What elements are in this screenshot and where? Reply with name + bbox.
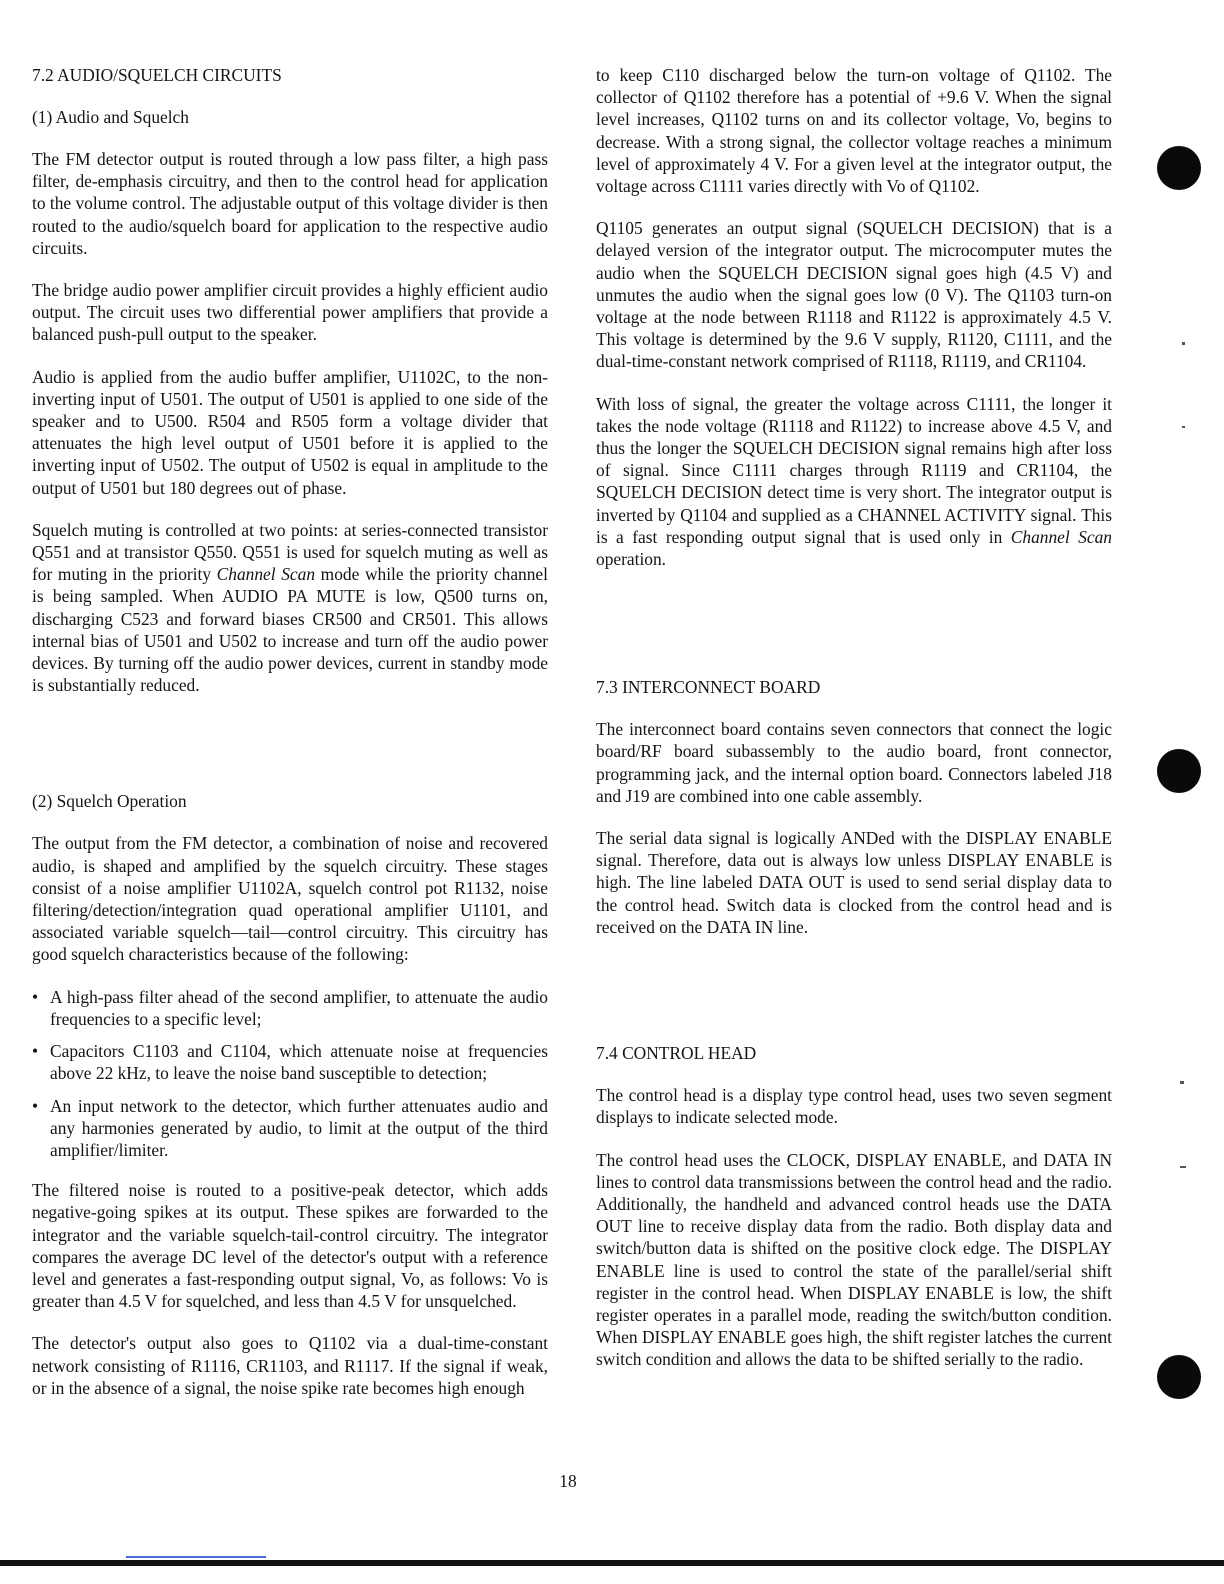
italic-term: Channel Scan [216, 564, 316, 585]
paragraph: The filtered noise is routed to a positive-peak detector, which adds negative-going spikes at its output. These spikes are forwarded to the integrator and the variable squelch-tail-control circuitry. The integrator compares the average DC level of the detector's output with a reference level and generates a fast-responding output signal, Vo, as follows: Vo is greater than 4.5 V for squelched, and less than 4.5 V for unsquelched. [32, 1180, 548, 1312]
scan-speck [1180, 1166, 1186, 1168]
paragraph: The output from the FM detector, a combination of noise and recovered audio, is shaped and amplified by the squelch circuitry. These stages consist of a noise amplifier U1102A, squelch control pot R1132, noise filtering/detection/integration quad operational amplifier U1101, and associated variable squelch—tail—control circuitry. This circuitry has good squelch characteristics because of the following: [32, 833, 548, 965]
page-number: 18 [559, 1471, 577, 1491]
paragraph: The FM detector output is routed through a low pass filter, a high pass filter, de-emphasis circuitry, and then to the control head for application to the volume control. The adjustable output of this voltage divider is then routed to the audio/squelch board for application to the respective audio circuits. [32, 149, 548, 258]
spacer [32, 716, 548, 790]
scan-speck [1182, 342, 1185, 345]
text-run: Squelch muting is controlled at two points: at series-connected transistor Q551 and at transistor Q550. Q551 is used for squelch muting as well as for muting in the priority [32, 519, 548, 585]
section-7-4-heading: 7.4 CONTROL HEAD [596, 1043, 757, 1064]
bullet-list [32, 986, 548, 1161]
list-item: • Capacitors C1103 and C1104, which attenuate noise at frequencies above 22 kHz, to leave the noise band susceptible to detection; [32, 1040, 548, 1084]
paragraph: Q1105 generates an output signal (SQUELCH DECISION) that is a delayed version of the integrator output. The microcomputer mutes the audio when the SQUELCH DECISION signal goes high (4.5 V) and unmutes the audio when the signal goes low (0 V). The Q1103 turn-on voltage at the node between R1118 and R1122 is approximately 4.5 V. This voltage is determined by the 9.6 V supply, R1120, C1111, and the dual-time-constant network comprised of R1118, R1119, and CR1104. [596, 218, 1112, 372]
paragraph: The serial data signal is logically ANDed with the DISPLAY ENABLE signal. Therefore, data out is always low unless DISPLAY ENABLE is high. The line labeled DATA OUT is used to send serial display data to the control head. Switch data is clocked from the control head and is received on the DATA IN line. [596, 828, 1112, 937]
text-run: operation. [596, 549, 667, 570]
list-item: • A high-pass filter ahead of the second amplifier, to attenuate the audio frequencies to a specific level; [32, 986, 548, 1030]
squelch-operation-subheading: (2) Squelch Operation [32, 791, 187, 812]
paragraph [596, 393, 1112, 571]
punch-hole [1157, 749, 1201, 793]
paragraph: The control head uses the CLOCK, DISPLAY ENABLE, and DATA IN lines to control data transmissions between the control head and the radio. Additionally, the handheld and advanced control heads use the DATA OUT line to receive display data from the radio. Both display data and switch/button data is shifted on the positive clock edge. The DISPLAY ENABLE line is used to control the state of the parallel/serial shift register in the control head. When DISPLAY ENABLE is low, the shift register operates in a parallel mode, reading the switch/button condition. When DISPLAY ENABLE goes high, the shift register latches the current switch condition and allows the data to be shifted serially to the radio. [596, 1149, 1112, 1370]
spacer [596, 958, 1112, 1042]
section-7-3-heading: 7.3 INTERCONNECT BOARD [596, 677, 821, 698]
scan-speck [1182, 426, 1185, 428]
text-run: With loss of signal, the greater the voltage across C1111, the longer it takes the node voltage (R1118 and R1122) to increase above 4.5 V, and thus the longer the SQUELCH DECISION signal remains high after loss of signal. Since C1111 charges through R1119 and CR1104, the SQUELCH DECISION detect time is very short. The integrator output is inverted by Q1104 and supplied as a CHANNEL ACTIVITY signal. This is a fast responding output signal that is used only in [596, 393, 1112, 547]
paragraph: to keep C110 discharged below the turn-on voltage of Q1102. The collector of Q1102 therefore has a potential of +9.6 V. When the signal level increases, Q1102 turns on and its collector voltage, Vo, begins to decrease. With a strong signal, the collector voltage reaches a minimum level of approximately 4 V. For a given level at the integrator output, the voltage across C1111 varies directly with Vo of Q1102. [596, 65, 1112, 197]
list-item: • An input network to the detector, which further attenuates audio and any harmonies generated by audio, to limit at the output of the third amplifier/limiter. [32, 1095, 548, 1162]
paragraph: Audio is applied from the audio buffer amplifier, U1102C, to the non-inverting input of U501. The output of U501 is applied to one side of the speaker and to U500. R504 and R505 form a voltage divider that attenuates the high level output of U501 before it is applied to the inverting input of U502. The output of U502 is equal in amplitude to the output of U501 but 180 degrees out of phase. [32, 366, 548, 498]
punch-hole [1157, 146, 1201, 190]
scan-speck [1180, 1081, 1184, 1084]
text-run: mode while the priority channel is being sampled. When AUDIO PA MUTE is low, Q500 turns on, discharging C523 and forward biases CR500 and CR501. This allows internal bias of U501 and U502 to increase and turn off the audio power devices. By turning off the audio power devices, current in standby mode is substantially reduced. [32, 564, 548, 696]
italic-term: Channel Scan [1010, 526, 1112, 547]
paragraph: The control head is a display type control head, uses two seven segment displays to indicate selected mode. [596, 1085, 1112, 1128]
right-column [596, 64, 1112, 1391]
audio-squelch-subheading: (1) Audio and Squelch [32, 107, 189, 127]
edge-mark [126, 1556, 266, 1558]
paragraph: The interconnect board contains seven connectors that connect the logic board/RF board subassembly to the audio board, front connector, programming jack, and the internal option board. Connectors labeled J18 and J19 are combined into one cable assembly. [596, 719, 1112, 806]
spacer [596, 590, 1112, 676]
left-column [32, 64, 548, 1419]
paragraph [32, 519, 548, 697]
section-7-2-heading: 7.2 AUDIO/SQUELCH CIRCUITS [32, 65, 282, 85]
bottom-edge-rule [0, 1560, 1224, 1566]
paragraph: The detector's output also goes to Q1102 via a dual-time-constant network consisting of R1116, CR1103, and R1117. If the signal if weak, or in the absence of a signal, the noise spike rate becomes high enough [32, 1333, 548, 1398]
punch-hole [1157, 1355, 1201, 1399]
paragraph: The bridge audio power amplifier circuit provides a highly efficient audio output. The circuit uses two differential power amplifiers that provide a balanced push-pull output to the speaker. [32, 280, 548, 345]
